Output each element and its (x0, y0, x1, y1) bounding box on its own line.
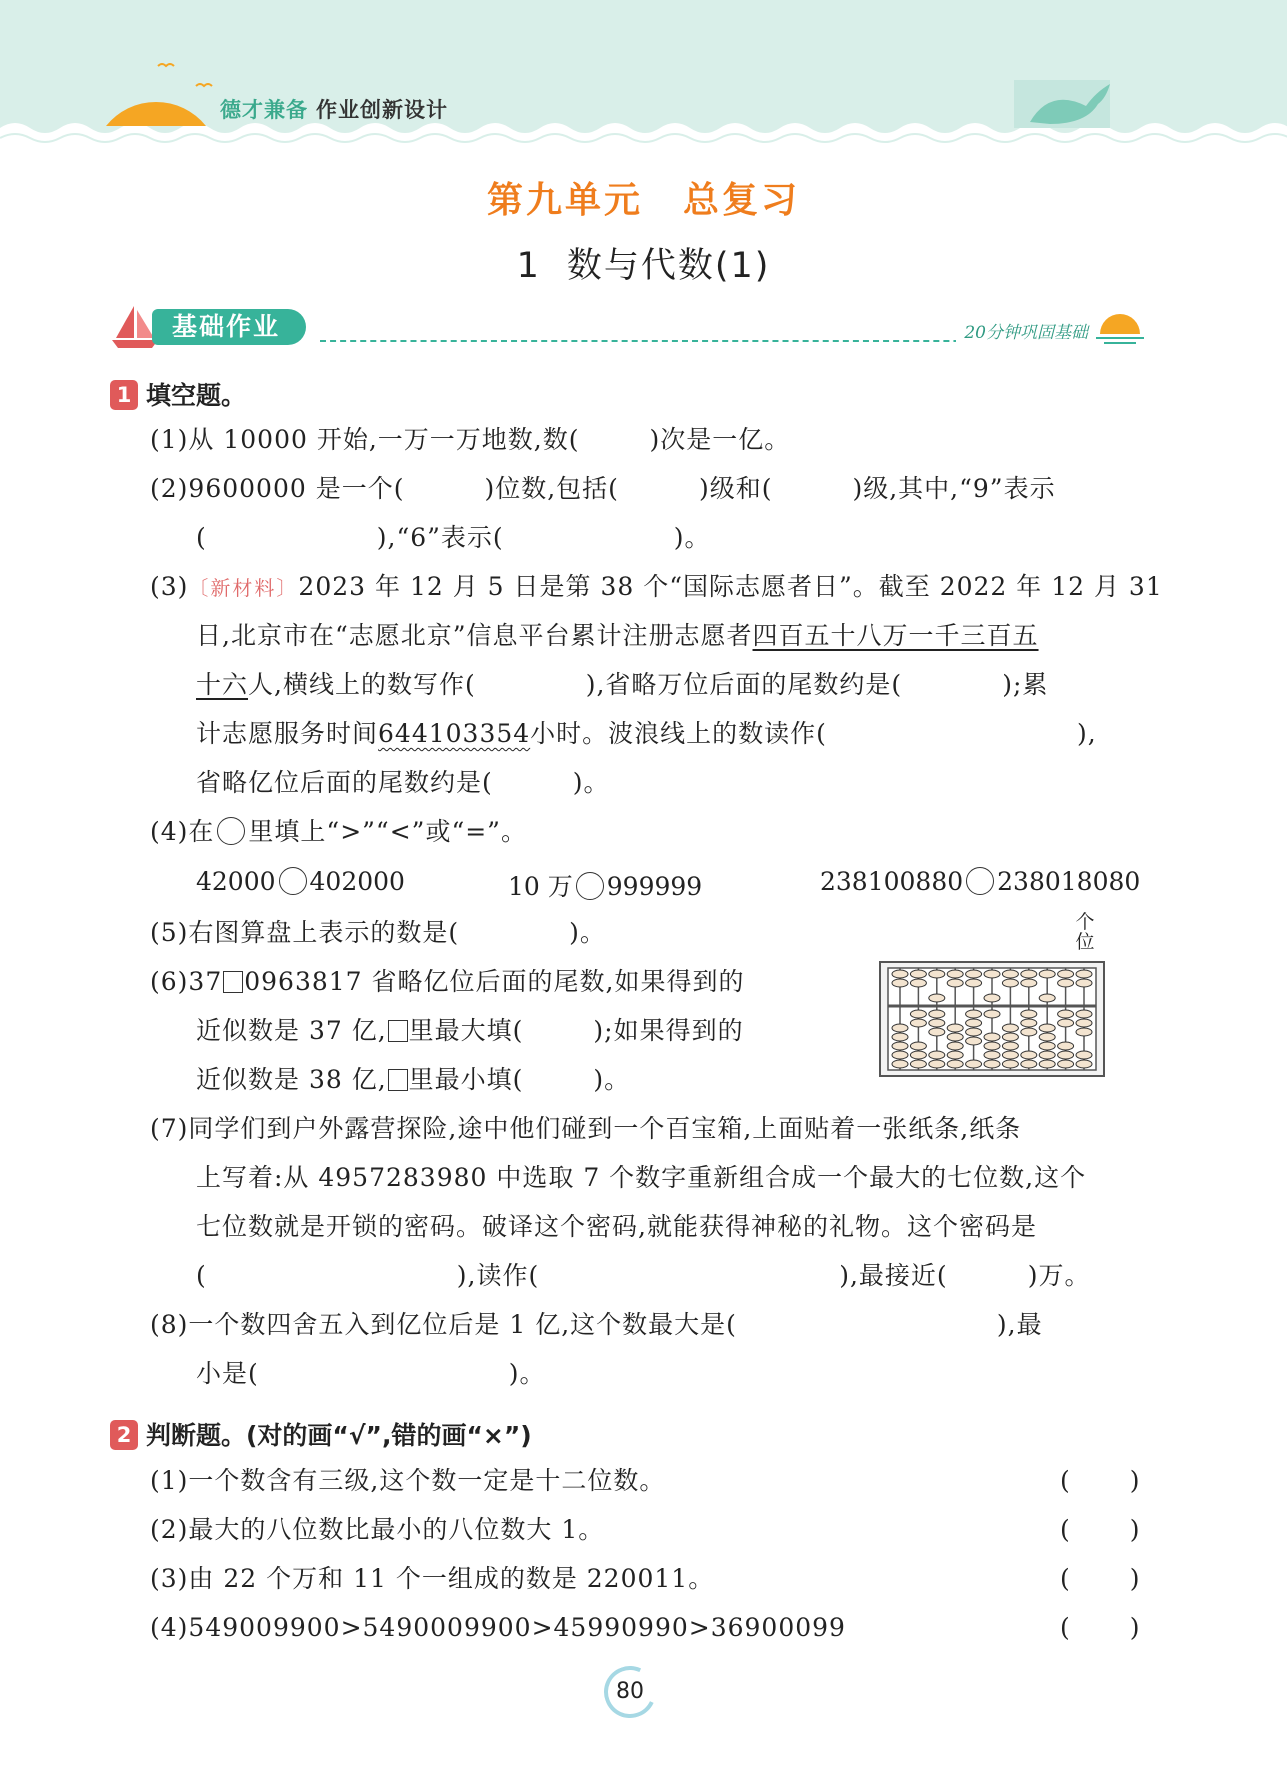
judge-box[interactable] (1060, 1515, 1140, 1544)
sunset-icon (1090, 304, 1150, 350)
compare-left: 42000 (196, 867, 276, 896)
text: 小是( (196, 1359, 259, 1388)
label-bottom: 位 (1075, 931, 1095, 953)
square-icon (388, 1069, 408, 1091)
section-banner (110, 304, 1150, 350)
compare-left: 238100880 (820, 867, 964, 896)
q2-item-3: (3)由 22 个万和 11 个一组成的数是 220011。 (150, 1564, 715, 1593)
q1-item-6 (150, 967, 744, 997)
q1-item-8-line2 (196, 1359, 546, 1389)
text: (8)一个数四舍五入到亿位后是 1 亿,这个数最大是( (150, 1310, 737, 1339)
judge-box[interactable] (1060, 1613, 1140, 1642)
unit-title (0, 172, 1287, 223)
q1-item-3-line5 (196, 768, 610, 798)
wave-decoration (0, 0, 1287, 160)
wavy-number: 644103354 (378, 719, 531, 748)
text: ),最接近( (839, 1261, 948, 1290)
text: 人,横线上的数写作( (248, 670, 476, 699)
text: )级,其中,“9”表示 (852, 474, 1056, 503)
q1-item-7-line3 (196, 1212, 1037, 1242)
lesson-name: 数与代数(1) (566, 246, 771, 286)
compare-right: 999999 (606, 872, 703, 901)
text: 日,北京市在“志愿北京”信息平台累计注册志愿者 (196, 621, 753, 650)
text: (6)37 (150, 967, 223, 996)
paren: ( (1060, 1613, 1070, 1642)
page-number (604, 1666, 656, 1718)
q2-item-2: (2)最大的八位数比最小的八位数大 1。 (150, 1515, 605, 1544)
text: )。 (508, 1359, 546, 1388)
paren: ( (1060, 1564, 1070, 1593)
text: (1)从 10000 开始,一万一万地数,数( (150, 425, 580, 454)
header-band (0, 0, 1287, 150)
text: )。 (572, 768, 610, 797)
q2-title: 判断题。(对的画“√”,错的画“×”) (146, 1421, 532, 1450)
text: );累 (1002, 670, 1049, 699)
q1-heading (110, 376, 246, 412)
sun-icon (106, 102, 206, 126)
q1-item-4 (150, 817, 527, 847)
abacus-figure (878, 910, 1108, 1080)
q1-item-3-line3 (196, 670, 1048, 700)
text: ),“6”表示( (376, 523, 504, 552)
q1-title: 填空题。 (146, 381, 247, 410)
text: 里填上“>”“<”或“=”。 (248, 817, 527, 846)
text: 0963817 省略亿位后面的尾数,如果得到的 (244, 967, 745, 996)
compare-circle[interactable] (279, 867, 307, 895)
q1-item-8 (150, 1310, 1043, 1340)
text: 七位数就是开锁的密码。破译这个密码,就能获得神秘的礼物。这个密码是 (196, 1212, 1037, 1241)
section-note: 20分钟巩固基础 (956, 318, 1088, 343)
judge-box[interactable] (1060, 1466, 1140, 1495)
q1-item-6-line3 (196, 1065, 630, 1095)
compare-right: 402000 (309, 867, 405, 896)
text: 里最大填( (408, 1016, 524, 1045)
q1-item-1 (150, 425, 790, 455)
q1-item-3-line2 (196, 621, 1039, 651)
abacus-icon (878, 910, 1108, 1080)
square-icon (388, 1020, 408, 1042)
text: ),读作( (456, 1261, 540, 1290)
paren: ) (1129, 1515, 1140, 1544)
unit-name: 第九单元 (486, 180, 643, 221)
text: 近似数是 38 亿, (196, 1065, 387, 1094)
q1-number: 1 (110, 380, 138, 410)
text: (4)在 (150, 817, 215, 846)
text: ),省略万位后面的尾数约是( (585, 670, 903, 699)
text: ( (196, 1261, 207, 1290)
q2-item-4: (4)549009900>5490009900>45990990>36900099 (150, 1613, 846, 1642)
compare-pair-1 (196, 867, 405, 896)
text: )级和( (698, 474, 773, 503)
text: )。 (569, 918, 606, 947)
q2-item-1: (1)一个数含有三级,这个数一定是十二位数。 (150, 1466, 666, 1495)
q1-item-3 (150, 572, 1163, 603)
text: 计志愿服务时间 (196, 719, 379, 748)
text: );如果得到的 (593, 1016, 744, 1045)
text: ),最 (996, 1310, 1043, 1339)
text: ), (1076, 719, 1097, 748)
text: )万。 (1027, 1261, 1091, 1290)
text: (5)右图算盘上表示的数是( (150, 918, 460, 947)
underlined-number: 四百五十八万一千三百五 (752, 621, 1039, 650)
lesson-number: 1 (516, 246, 541, 286)
unit-review: 总复习 (683, 180, 801, 221)
label-top: 个 (1075, 911, 1095, 933)
brand-dark: 作业创新设计 (316, 98, 448, 122)
compare-circle[interactable] (576, 872, 604, 900)
judge-box[interactable] (1060, 1564, 1140, 1593)
brand-title (220, 94, 448, 124)
text: 小时。波浪线上的数读作( (530, 719, 827, 748)
section-divider (320, 340, 1060, 342)
text: ( (196, 523, 207, 552)
circle-icon (217, 817, 245, 845)
lesson-title (0, 238, 1287, 288)
paren: ( (1060, 1466, 1070, 1495)
paren: ) (1129, 1613, 1140, 1642)
text: )位数,包括( (484, 474, 619, 503)
underlined-number: 十六 (196, 670, 249, 699)
text: )。 (593, 1065, 631, 1094)
page-number-text: 80 (616, 1679, 644, 1704)
q1-item-2-cont (196, 523, 710, 553)
q1-item-3-line4 (196, 719, 1097, 749)
text: 2023 年 12 月 5 日是第 38 个“国际志愿者日”。截至 2022 年 12 月 31 (298, 572, 1163, 601)
compare-right: 238018080 (997, 867, 1141, 896)
q2-heading (110, 1416, 532, 1452)
q2-number: 2 (110, 1420, 138, 1450)
square-blank[interactable] (223, 971, 243, 993)
paren: ) (1129, 1466, 1140, 1495)
paren: ( (1060, 1515, 1070, 1544)
paren: ) (1129, 1564, 1140, 1593)
text: )。 (673, 523, 711, 552)
q1-item-7-line2 (196, 1163, 1086, 1193)
compare-pair-2 (508, 867, 702, 903)
text: (7)同学们到户外露营探险,途中他们碰到一个百宝箱,上面贴着一张纸条,纸条 (150, 1114, 1022, 1143)
text: 里最小填( (408, 1065, 524, 1094)
text: (3) (150, 572, 189, 601)
compare-pair-3 (820, 867, 1140, 896)
text: (2)9600000 是一个( (150, 474, 405, 503)
q1-item-2 (150, 474, 1056, 504)
compare-left: 10 万 (508, 872, 573, 901)
text: 省略亿位后面的尾数约是( (196, 768, 493, 797)
text: )次是一亿。 (649, 425, 791, 454)
q1-item-5 (150, 918, 606, 948)
compare-circle[interactable] (966, 867, 994, 895)
text: 上写着:从 4957283980 中选取 7 个数字重新组合成一个最大的七位数,这个 (196, 1163, 1087, 1192)
q1-item-7 (150, 1114, 1021, 1144)
text: 近似数是 37 亿, (196, 1016, 387, 1045)
new-material-tag: 〔新材料〕 (188, 576, 299, 600)
q1-item-6-line2 (196, 1016, 744, 1046)
q1-item-7-line4 (196, 1261, 1090, 1291)
brand-green: 德才兼备 (220, 98, 308, 122)
section-label: 基础作业 (152, 309, 306, 345)
